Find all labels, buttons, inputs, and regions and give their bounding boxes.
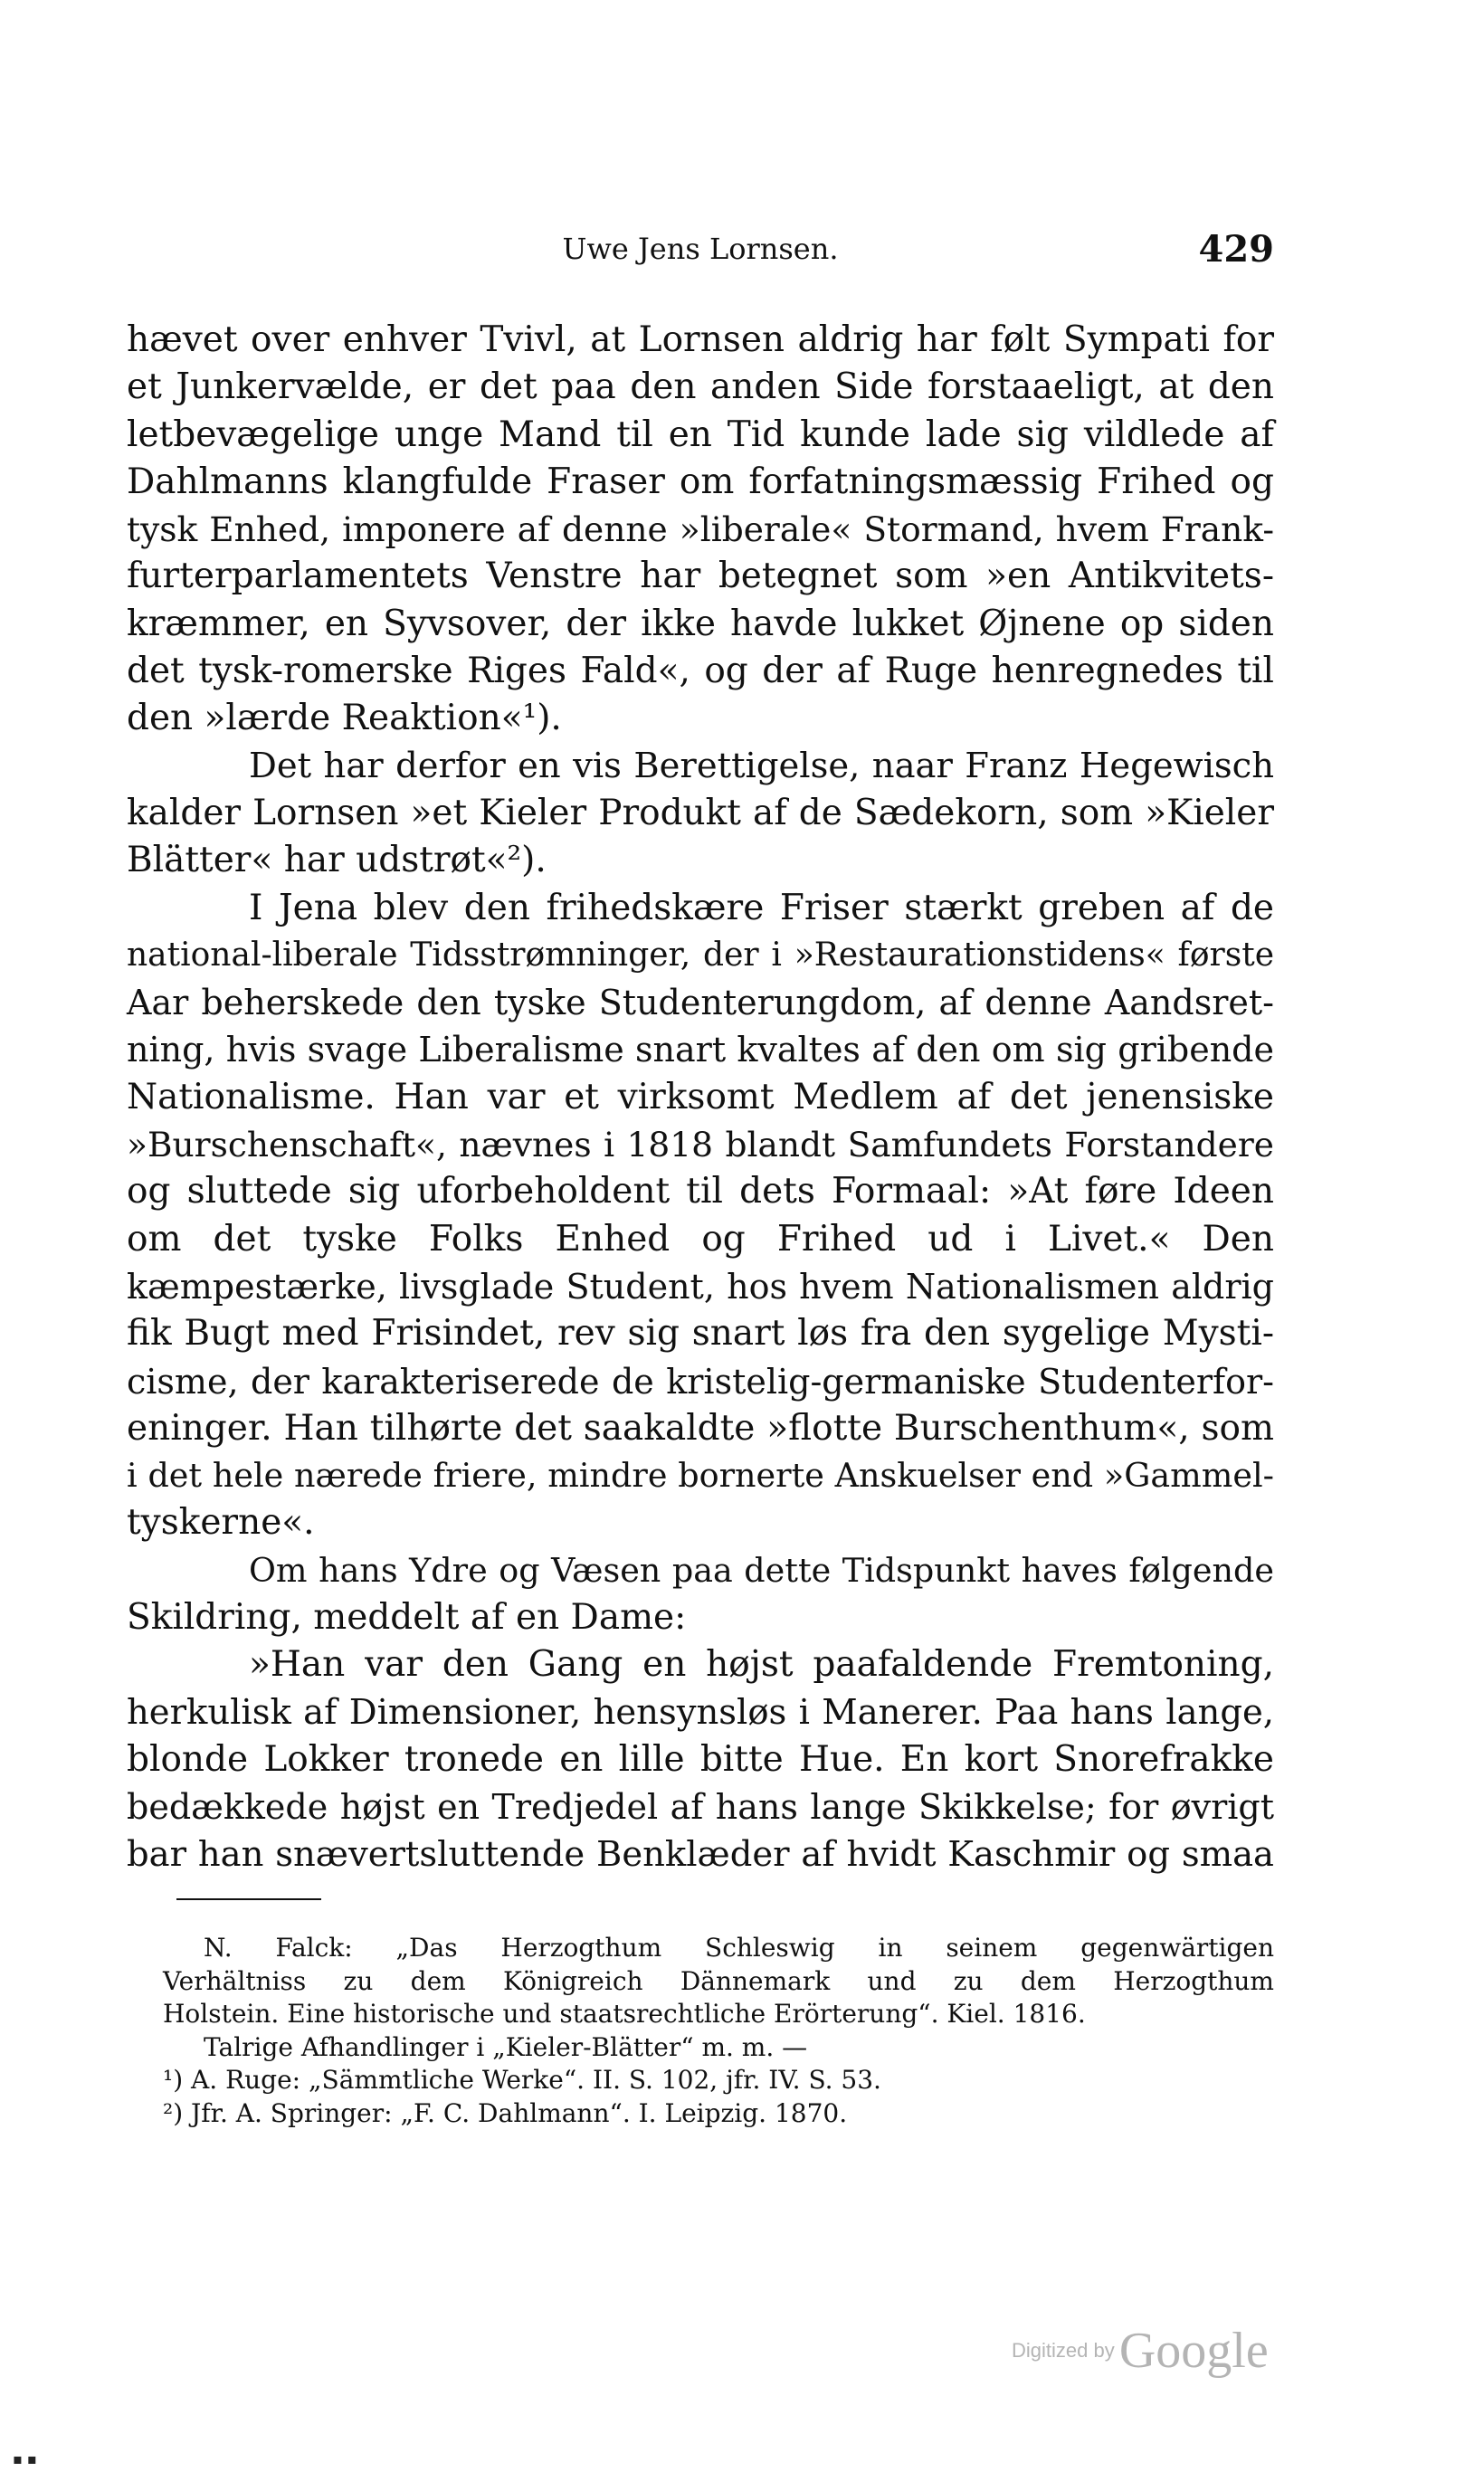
footnote-rule xyxy=(176,1898,321,1900)
text-line: det tysk-romerske Riges Fald«, og der af Ruge henregnedes til xyxy=(127,651,1274,692)
text-line: kæmpestærke, livsglade Student, hos hvem Nationalismen aldrig xyxy=(127,1266,1274,1307)
corner-mark: ▪ ▪ xyxy=(13,2450,37,2467)
text-line: I Jena blev den frihedskære Friser stærkt greben af de xyxy=(249,887,1274,928)
text-line: bar han snævertsluttende Benklæder af hvidt Kaschmir og smaa xyxy=(127,1833,1274,1875)
text-line: tysk Enhed, imponere af denne »liberale« Stormand, hvem Frank- xyxy=(127,509,1274,550)
running-title: Uwe Jens Lornsen. xyxy=(562,232,839,266)
text-line: i det hele nærede friere, mindre bornerte Anskuelser end »Gammel- xyxy=(127,1456,1274,1496)
text-line: cisme, der karakteriserede de kristelig-germaniske Studenterfor- xyxy=(127,1361,1274,1402)
google-watermark xyxy=(1012,2322,1269,2380)
text-line: blonde Lokker tronede en lille bitte Hue. En kort Snorefrakke xyxy=(127,1738,1274,1780)
footnote-springer: ²) Jfr. A. Springer: „F. C. Dahlmann“. I. Leipzig. 1870. xyxy=(163,2097,848,2128)
text-line: Skildring, meddelt af en Dame: xyxy=(127,1597,687,1639)
text-line: furterparlamentets Venstre har betegnet som »en Antikvitets- xyxy=(127,556,1274,597)
footnotes xyxy=(163,1932,1274,2130)
text-line: Dahlmanns klangfulde Fraser om forfatningsmæssig Frihed og xyxy=(127,461,1274,502)
text-line: om det tyske Folks Enhed og Frihed ud i Livet.« Den xyxy=(127,1218,1274,1260)
text-line: »Han var den Gang en højst paafaldende Fremtoning, xyxy=(249,1644,1274,1686)
footnote-line: Holstein. Eine historische und staatsrechtliche Erörterung“. Kiel. 1816. xyxy=(163,1999,1086,2029)
text-line: fik Bugt med Frisindet, rev sig snart løs fra den sygelige Mysti- xyxy=(127,1313,1274,1355)
text-line: Nationalisme. Han var et virksomt Medlem af det jenensiske xyxy=(127,1076,1274,1117)
text-line: herkulisk af Dimensioner, hensynsløs i Manerer. Paa hans lange, xyxy=(127,1691,1274,1733)
watermark-digitized-by: Digitized by xyxy=(1012,2339,1115,2362)
text-line: kræmmer, en Syvsover, der ikke havde lukket Øjnene op siden xyxy=(127,603,1274,644)
text-line: den »lærde Reaktion«¹). xyxy=(127,698,562,739)
text-line: bedækkede højst en Tredjedel af hans lange Skikkelse; for øvrigt xyxy=(127,1787,1274,1828)
text-line: eninger. Han tilhørte det saakaldte »flotte Burschenthum«, som xyxy=(127,1407,1274,1449)
text-line: »Burschenschaft«, nævnes i 1818 blandt Samfundets Forstandere xyxy=(127,1125,1274,1165)
text-line: Blätter« har udstrøt«²). xyxy=(127,840,547,881)
text-line: tyskerne«. xyxy=(127,1502,315,1544)
text-line: et Junkervælde, er det paa den anden Side forstaaeligt, at den xyxy=(127,366,1274,408)
text-line: national-liberale Tidsstrømninger, der i »Restaurationstidens« første xyxy=(127,936,1274,974)
footnote-line: Talrige Afhandlinger i „Kieler-Blätter“ m. m. — xyxy=(204,2031,808,2062)
footnote-line: Verhältniss zu dem Königreich Dännemark und zu dem Herzogthum xyxy=(163,1965,1274,1996)
text-line: ning, hvis svage Liberalisme snart kvaltes af den om sig gribende xyxy=(127,1030,1274,1070)
body-text xyxy=(127,317,1274,1878)
text-line: hævet over enhver Tvivl, at Lornsen aldrig har følt Sympati for xyxy=(127,319,1274,360)
page-number: 429 xyxy=(1198,228,1274,271)
text-line: letbevægelige unge Mand til en Tid kunde lade sig vildlede af xyxy=(127,414,1274,455)
text-line: Om hans Ydre og Væsen paa dette Tidspunkt haves følgende xyxy=(249,1550,1274,1590)
watermark-google-logo: Google xyxy=(1118,2323,1269,2379)
page-header xyxy=(127,228,1274,270)
text-line: Aar beherskede den tyske Studenterungdom, af denne Aandsret- xyxy=(127,983,1274,1023)
footnote-line: N. Falck: „Das Herzogthum Schleswig in seinem gegenwärtigen xyxy=(204,1933,1274,1963)
text-line: og sluttede sig uforbeholdent til dets Formaal: »At føre Ideen xyxy=(127,1171,1274,1212)
footnote-ruge: ¹) A. Ruge: „Sämmtliche Werke“. II. S. 102, jfr. IV. S. 53. xyxy=(163,2065,881,2095)
text-line: kalder Lornsen »et Kieler Produkt af de Sædekorn, som »Kieler xyxy=(127,792,1274,833)
text-line: Det har derfor en vis Berettigelse, naar Franz Hegewisch xyxy=(249,745,1274,786)
